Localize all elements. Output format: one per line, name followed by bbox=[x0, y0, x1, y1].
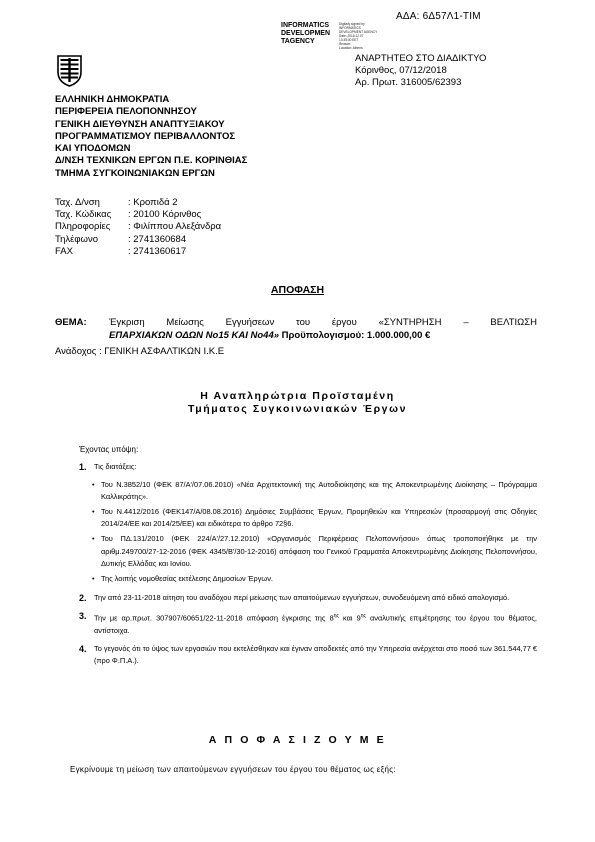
contact-label: FAX bbox=[55, 245, 73, 257]
list-item bbox=[79, 533, 537, 569]
signature-line: Digitally signed by bbox=[339, 22, 365, 26]
contact-value: : 20100 Κόρινθος bbox=[128, 209, 202, 221]
item-text: Του Ν.3852/10 (ΦΕΚ 87/Α'/07.06.2010) «Νέα Αρχιτεκτονική της Αυτοδιοίκησης και της Αποκεντρωμένης Διοίκησης – Πρόγραμμα Καλλικράτης». bbox=[101, 480, 537, 502]
bullet-icon: • bbox=[92, 573, 95, 583]
signature-line: Reason: bbox=[339, 42, 351, 46]
signature-line: Location: Athens bbox=[339, 46, 363, 50]
contact-row-address bbox=[55, 197, 221, 209]
bullet-icon: • bbox=[92, 507, 95, 517]
item-number: 1. bbox=[79, 462, 87, 472]
list-item bbox=[79, 643, 537, 667]
authority-line: Δ/ΝΣΗ ΤΕΧΝΙΚΩΝ ΕΡΓΩΝ Π.Ε. ΚΟΡΙΝΘΙΑΣ bbox=[55, 155, 248, 167]
contact-row-postcode bbox=[55, 209, 221, 221]
contact-label: Ταχ. Δ/νση bbox=[55, 197, 100, 208]
ada-code: ΑΔΑ: 6Δ57Λ1-ΤΙΜ bbox=[396, 11, 481, 22]
decision-heading: Α Π Ο Φ Α Σ Ι Ζ Ο Υ Μ Ε bbox=[208, 734, 387, 746]
item-number: 2. bbox=[79, 592, 87, 603]
signature-line: Date: 2018.12.07 bbox=[339, 34, 364, 38]
contact-row-phone bbox=[55, 234, 221, 246]
protocol-number: Αρ. Πρωτ. 316005/62393 bbox=[355, 77, 462, 88]
list-item bbox=[79, 479, 537, 503]
item-text: Το γεγονός ότι το ύψος των εργασιών που εκτελέσθηκαν και έγιναν αποδεκτές από την Υπηρεσία ανέρχεται στο ποσό των 361.544,77 € (προ Φ.Π.Α.). bbox=[94, 643, 537, 665]
contact-value: : 2741360684 bbox=[128, 233, 187, 245]
agency-name-line: TAGENCY bbox=[281, 38, 315, 45]
budget: Προϋπολογισμού: 1.000.000,00 € bbox=[279, 330, 431, 341]
considerations-list bbox=[79, 461, 537, 673]
list-item bbox=[79, 461, 537, 473]
subject-block bbox=[55, 316, 537, 342]
issuing-authority bbox=[55, 94, 247, 180]
authority-line: ΓΕΝΙΚΗ ΔΙΕΥΘΥΝΣΗ ΑΝΑΠΤΥΞΙΑΚΟΥ bbox=[55, 118, 225, 130]
subject-line-2 bbox=[55, 329, 537, 342]
document-title: ΑΠΟΦΑΣΗ bbox=[270, 284, 325, 296]
contact-value: : Φιλίππου Αλεξάνδρα bbox=[128, 221, 222, 233]
item-text: Του Ν.4412/2016 (ΦΕΚ147/Α/08.08.2016) Δημόσιες Συμβάσεις Έργων, Προμηθειών και Υπηρεσιών (προσαρμογή στις Οδηγίες 2014/24/ΕΕ και 2014/25/ΕΕ) και ειδικότερα το άρθρο 72§6. bbox=[101, 507, 537, 529]
authority-line: ΠΡΟΓΡΑΜΜΑΤΙΣΜΟΥ ΠΕΡΙΒΑΛΛΟΝΤΟΣ bbox=[55, 130, 236, 142]
authority-line: ΚΑΙ ΥΠΟΔΟΜΩΝ bbox=[55, 143, 131, 155]
signing-agency bbox=[281, 22, 343, 46]
contact-row-info bbox=[55, 221, 221, 233]
signature-line: INFORMATICS bbox=[339, 26, 361, 30]
issuer-title bbox=[0, 390, 595, 416]
bullet-icon: • bbox=[92, 480, 95, 490]
subject-line-1 bbox=[55, 316, 537, 329]
authority-line: ΠΕΡΙΦΕΡΕΙΑ ΠΕΛΟΠΟΝΝΗΣΟΥ bbox=[55, 106, 197, 118]
contact-label: Πληροφορίες bbox=[55, 221, 111, 233]
greek-coat-of-arms-icon bbox=[55, 54, 84, 87]
contractor: Ανάδοχος : ΓΕΝΙΚΗ ΑΣΦΑΛΤΙΚΩΝ Ι.Κ.Ε bbox=[55, 346, 225, 357]
item-text: Την από 23-11-2018 αίτηση του αναδόχου περί μείωσης των απαιτούμενων εγγυήσεων, συνοδευόμενη από ειδικό απολογισμό. bbox=[94, 592, 510, 602]
posting-date: Κόρινθος, 07/12/2018 bbox=[355, 65, 447, 76]
signature-line: 13:35:40 EET bbox=[339, 38, 359, 42]
authority-line: ΤΜΗΜΑ ΣΥΓΚΟΙΝΩΝΙΑΚΩΝ ΕΡΓΩΝ bbox=[55, 167, 215, 179]
subject-text: Έγκριση Μείωσης Εγγυήσεων του έργου «ΣΥΝΤΗΡΗΣΗ – ΒΕΛΤΙΩΣΗ bbox=[109, 317, 537, 328]
contact-label: Ταχ. Κώδικας bbox=[55, 209, 112, 221]
list-item bbox=[79, 573, 537, 585]
contact-details bbox=[55, 197, 221, 258]
issuer-line-2: Τμήματος Συγκοινωνιακών Έργων bbox=[187, 403, 408, 415]
contact-value: : Κροπιδά 2 bbox=[128, 197, 178, 208]
project-name: ΕΠΑΡΧΙΑΚΩΝ ΟΔΩΝ Νο15 ΚΑΙ Νο44» bbox=[109, 330, 280, 341]
agency-name-line: INFORMATICS bbox=[281, 22, 330, 29]
list-item bbox=[79, 610, 537, 637]
authority-line: ΕΛΛΗΝΙΚΗ ΔΗΜΟΚΡΑΤΙΑ bbox=[55, 94, 170, 105]
item-text: Του ΠΔ.131/2010 (ΦΕΚ 224/Α'/27.12.2010) «Οργανισμός Περιφέρειας Πελοποννήσου» όπως τροποποιήθηκε με την αριθμ.249700/27-12-2016 (ΦΕΚ 4345/Β'/30-12-2016) απόφαση του Γενικού Γραμματέα Αποκεντρωμένης Διοίκησης Πελοποννήσου, Δυτικής Ελλάδας και Ιονίου. bbox=[101, 534, 537, 568]
posting-notice: ΑΝΑΡΤΗΤΕΟ ΣΤΟ ΔΙΑΔΙΚΤΥΟ bbox=[355, 53, 487, 64]
list-item bbox=[79, 592, 537, 604]
posting-block bbox=[355, 53, 486, 89]
ordinal-suffix: ης bbox=[333, 612, 339, 619]
contact-label: Τηλέφωνο bbox=[55, 233, 98, 245]
item-text bbox=[94, 610, 537, 637]
item-text: Της λοιπής νομοθεσίας εκτέλεσης Δημοσίων Έργων. bbox=[101, 573, 273, 583]
considerations-intro: Έχοντας υπόψη: bbox=[79, 445, 139, 454]
ordinal-suffix: ης bbox=[360, 612, 366, 619]
issuer-line-1: Η Αναπληρώτρια Προϊσταμένη bbox=[200, 390, 395, 402]
contact-row-fax bbox=[55, 246, 221, 258]
digital-signature-details bbox=[339, 22, 378, 50]
item-number: 4. bbox=[79, 643, 87, 654]
subject-label: ΘΕΜΑ: bbox=[55, 317, 87, 328]
item-number: 3. bbox=[79, 610, 87, 621]
item-text: Τις διατάξεις: bbox=[94, 462, 137, 471]
contact-value: : 2741360617 bbox=[128, 245, 187, 257]
list-item bbox=[79, 506, 537, 530]
item-text-part: αναλυτικής επιμέτρησης του έργου του θέματος, αντίστοιχα. bbox=[94, 613, 537, 635]
bullet-icon: • bbox=[92, 534, 95, 544]
signature-line: DEVELOPMENT AGENCY bbox=[339, 30, 378, 34]
approval-statement: Εγκρίνουμε τη μείωση των απαιτούμενων εγγυήσεων του έργου του θέματος ως εξής: bbox=[70, 765, 396, 774]
agency-name-line: DEVELOPMEN bbox=[281, 30, 331, 37]
item-text-part: και 9 bbox=[338, 613, 361, 623]
item-text-part: Την με αρ.πρωτ. 307907/60651/22-11-2018 απόφαση έγκρισης της 8 bbox=[94, 613, 334, 623]
